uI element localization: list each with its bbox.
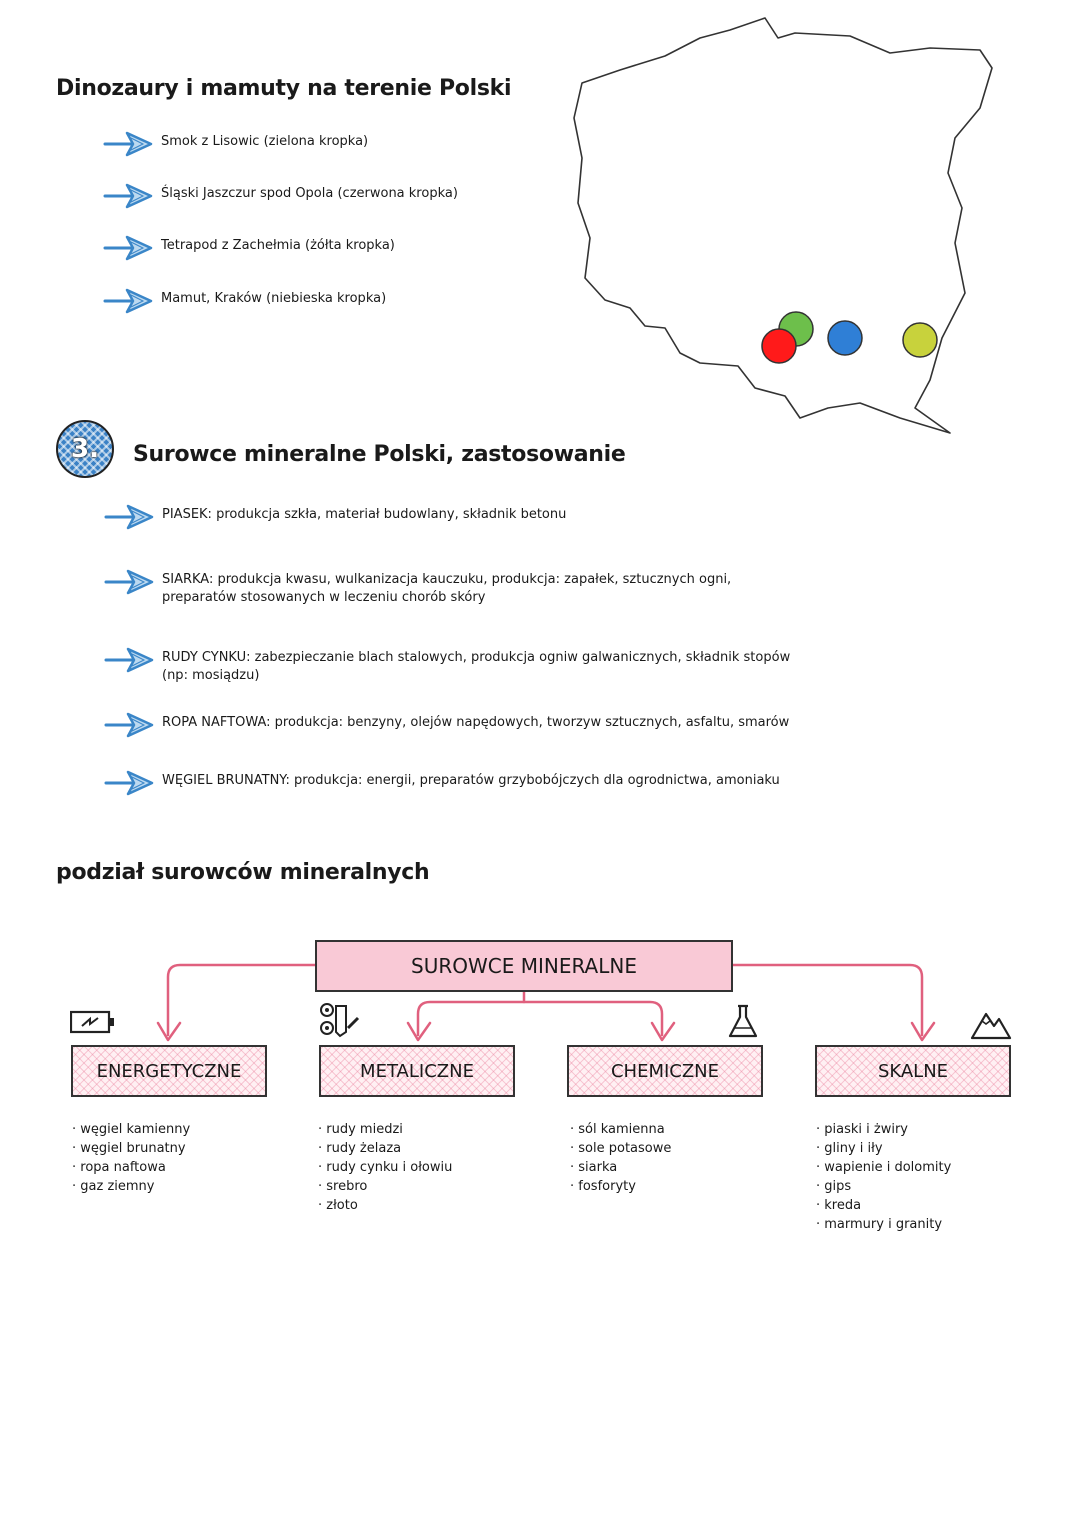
list-item: · piaski i żwiry xyxy=(816,1120,951,1139)
list-item: · węgiel brunatny xyxy=(72,1139,190,1158)
list-item: · fosforyty xyxy=(570,1177,671,1196)
list-item: · gliny i iły xyxy=(816,1139,951,1158)
dino-item xyxy=(103,237,395,263)
list-item: · rudy cynku i ołowiu xyxy=(318,1158,452,1177)
arrow-icon xyxy=(103,286,153,316)
dino-item-text: Mamut, Kraków (niebieska kropka) xyxy=(161,291,387,306)
dino-item xyxy=(103,133,368,159)
arrow-icon xyxy=(103,233,153,263)
map-dot-red xyxy=(762,329,796,363)
list-item: · siarka xyxy=(570,1158,671,1177)
mineral-item-text: ROPA NAFTOWA: produkcja: benzyny, olejów napędowych, tworzyw sztucznych, asfaltu, smarów xyxy=(162,715,790,730)
list-item: · marmury i granity xyxy=(816,1215,951,1234)
dino-item-text: Tetrapod z Zachełmia (żółta kropka) xyxy=(161,238,395,253)
category-box-energetyczne: ENERGETYCZNE xyxy=(71,1045,267,1097)
mineral-item xyxy=(104,714,804,740)
arrow-icon xyxy=(104,710,154,740)
arrow-icon xyxy=(104,567,154,597)
mineral-item-text: SIARKA: produkcja kwasu, wulkanizacja kauczuku, produkcja: zapałek, sztucznych ogni, preparatów stosowanych w leczeniu chorób skóry xyxy=(162,572,732,605)
list-item: · sole potasowe xyxy=(570,1139,671,1158)
list-metaliczne xyxy=(318,1120,452,1215)
category-box-metaliczne: METALICZNE xyxy=(319,1045,515,1097)
list-item: · węgiel kamienny xyxy=(72,1120,190,1139)
map-dot-blue xyxy=(828,321,862,355)
list-energetyczne xyxy=(72,1120,190,1196)
dino-item xyxy=(103,290,386,316)
arrow-icon xyxy=(103,129,153,159)
list-item: · ropa naftowa xyxy=(72,1158,190,1177)
dino-item-text: Śląski Jaszczur spod Opola (czerwona kropka) xyxy=(161,186,458,201)
battery-icon xyxy=(70,1010,116,1034)
nuts-bolts-icon xyxy=(318,1002,362,1038)
arrow-icon xyxy=(104,768,154,798)
map-dot-yellow xyxy=(903,323,937,357)
dino-item xyxy=(103,185,458,211)
minerals-title: Surowce mineralne Polski, zastosowanie xyxy=(133,442,626,467)
mineral-item-text: RUDY CYNKU: zabezpieczanie blach stalowych, produkcja ogniw galwanicznych, składnik stopów (np: mosiądzu) xyxy=(162,650,791,683)
mountain-icon xyxy=(970,1010,1012,1040)
flask-icon xyxy=(727,1004,759,1040)
mineral-item xyxy=(104,571,804,607)
list-item: · kreda xyxy=(816,1196,951,1215)
list-item: · gips xyxy=(816,1177,951,1196)
mineral-item-text: PIASEK: produkcja szkła, materiał budowlany, składnik betonu xyxy=(162,507,567,522)
division-title: podział surowców mineralnych xyxy=(56,860,430,885)
arrow-icon xyxy=(103,181,153,211)
list-item: · rudy miedzi xyxy=(318,1120,452,1139)
dino-item-text: Smok z Lisowic (zielona kropka) xyxy=(161,134,369,149)
list-item: · srebro xyxy=(318,1177,452,1196)
list-item: · sól kamienna xyxy=(570,1120,671,1139)
list-chemiczne xyxy=(570,1120,671,1196)
list-item: · gaz ziemny xyxy=(72,1177,190,1196)
list-item: · rudy żelaza xyxy=(318,1139,452,1158)
list-item: · wapienie i dolomity xyxy=(816,1158,951,1177)
list-item: · złoto xyxy=(318,1196,452,1215)
dino-title: Dinozaury i mamuty na terenie Polski xyxy=(56,76,512,101)
list-skalne xyxy=(816,1120,951,1234)
mineral-item xyxy=(104,649,804,685)
mineral-item-text: WĘGIEL BRUNATNY: produkcja: energii, preparatów grzybobójczych dla ogrodnictwa, amoniaku xyxy=(162,773,780,788)
category-box-skalne: SKALNE xyxy=(815,1045,1011,1097)
mineral-item xyxy=(104,772,804,798)
section-number-badge: 3. xyxy=(56,420,114,478)
arrow-icon xyxy=(104,502,154,532)
mineral-item xyxy=(104,506,804,532)
arrow-icon xyxy=(104,645,154,675)
root-box: SUROWCE MINERALNE xyxy=(315,940,733,992)
poland-map xyxy=(560,8,1010,438)
category-box-chemiczne: CHEMICZNE xyxy=(567,1045,763,1097)
